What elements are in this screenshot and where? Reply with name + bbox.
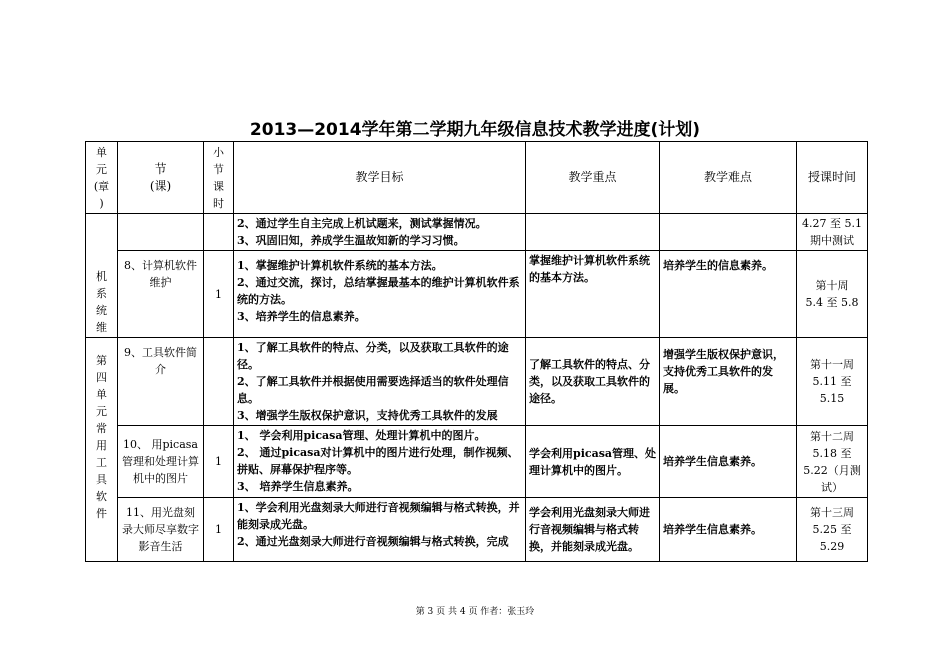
- goal-cell: 1、 学会利用picasa管理、处理计算机中的图片。 2、 通过picasa对计算机中的图片进行处理，制作视频、拼贴、屏幕保护程序等。 3、 培养学生信息素养。: [234, 426, 526, 498]
- hours-cell: [204, 338, 234, 426]
- page-footer: 第 3 页 共 4 页 作者：张玉玲: [415, 607, 535, 617]
- difficulty-cell: 培养学生的信息素养。: [660, 251, 797, 338]
- section-cell: [118, 214, 204, 251]
- header-unit: 单 元 (章 ): [86, 142, 118, 214]
- unit3-cell: 机 系 统 维: [86, 214, 118, 338]
- difficulty-cell: 培养学生信息素养。: [660, 426, 797, 498]
- time-cell: 第十三周 5.25 至 5.29: [797, 498, 868, 562]
- key-cell: [526, 214, 660, 251]
- time-cell: 第十一周 5.11 至 5.15: [797, 338, 868, 426]
- header-key: 教学重点: [526, 142, 660, 214]
- difficulty-cell: 增强学生版权保护意识，支持优秀工具软件的发展。: [660, 338, 797, 426]
- time-cell: 第十二周 5.18 至 5.22（月测 试）: [797, 426, 868, 498]
- header-hours: 小 节 课 时: [204, 142, 234, 214]
- table-row: [86, 498, 868, 562]
- table-row: [86, 251, 868, 338]
- page-title: 2013—2014学年第二学期九年级信息技术教学进度(计划): [249, 120, 701, 140]
- header-section: 节 (课): [118, 142, 204, 214]
- section-cell: 10、 用picasa管理和处理计算机中的图片: [118, 426, 204, 498]
- table-row: [86, 426, 868, 498]
- key-cell: 掌握维护计算机软件系统的基本方法。: [526, 251, 660, 338]
- header-row: [86, 142, 868, 214]
- key-cell: 学会利用picasa管理、处理计算机中的图片。: [526, 426, 660, 498]
- goal-cell: 1、学会利用光盘刻录大师进行音视频编辑与格式转换，并能刻录成光盘。 2、通过光盘刻录大师进行音视频编辑与格式转换，完成: [234, 498, 526, 562]
- section-cell: 8、计算机软件维护: [118, 251, 204, 338]
- key-cell: 了解工具软件的特点、分类，以及获取工具软件的途径。: [526, 338, 660, 426]
- difficulty-cell: 培养学生信息素养。: [660, 498, 797, 562]
- hours-cell: 1: [204, 498, 234, 562]
- hours-cell: 1: [204, 251, 234, 338]
- header-time: 授课时间: [797, 142, 868, 214]
- time-cell: 第十周 5.4 至 5.8: [797, 251, 868, 338]
- time-cell: 4.27 至 5.1 期中测试: [797, 214, 868, 251]
- goal-cell: 1、了解工具软件的特点、分类，以及获取工具软件的途径。 2、了解工具软件并根据使用需要选择适当的软件处理信息。 3、增强学生版权保护意识，支持优秀工具软件的发展: [234, 338, 526, 426]
- key-cell: 学会利用光盘刻录大师进行音视频编辑与格式转换，并能刻录成光盘。: [526, 498, 660, 562]
- difficulty-cell: [660, 214, 797, 251]
- hours-cell: 1: [204, 426, 234, 498]
- goal-cell: 1、掌握维护计算机软件系统的基本方法。 2、通过交流，探讨，总结掌握最基本的维护计算机软件系统的方法。 3、培养学生的信息素养。: [234, 251, 526, 338]
- table-row: [86, 338, 868, 426]
- goal-cell: 2、通过学生自主完成上机试题来，测试掌握情况。 3、巩固旧知，养成学生温故知新的学习习惯。: [234, 214, 526, 251]
- section-cell: 9、工具软件简介: [118, 338, 204, 426]
- header-difficulty: 教学难点: [660, 142, 797, 214]
- hours-cell: [204, 214, 234, 251]
- header-goal: 教学目标: [234, 142, 526, 214]
- schedule-table: [85, 141, 868, 562]
- table-row: [86, 214, 868, 251]
- section-cell: 11、用光盘刻录大师尽享数字影音生活: [118, 498, 204, 562]
- unit4-cell: 第 四 单 元 常 用 工 具 软 件: [86, 338, 118, 562]
